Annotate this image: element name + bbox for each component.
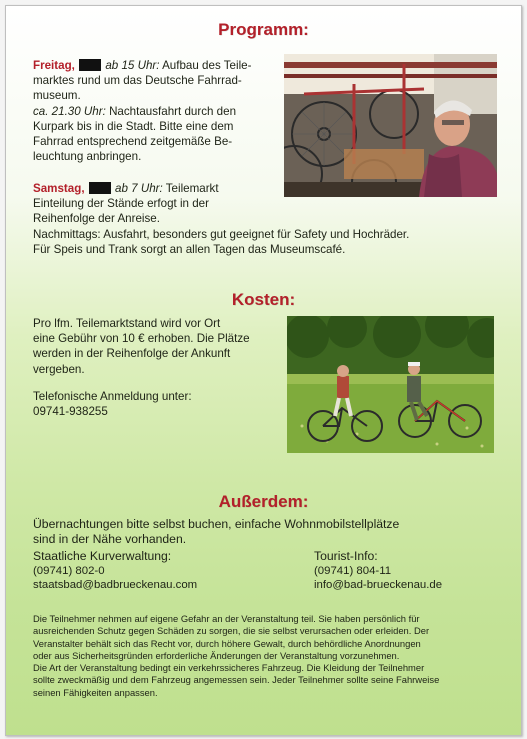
- samstag-text-line2: Einteilung der Stände erfogt in der: [33, 197, 209, 211]
- phone-label: Telefonische Anmeldung unter:: [33, 390, 192, 403]
- kosten-text-line4: vergeben.: [33, 362, 85, 376]
- redacted-date: [89, 182, 111, 194]
- tourist-info-phone: (09741) 804-11: [314, 564, 392, 577]
- disclaimer-line2: ausreichenden Schutz gegen Schäden zu sorgen, die sie selbst verursachen oder erleiden. Der: [33, 625, 430, 637]
- ausserdem-block: [33, 517, 513, 547]
- freitag-text-line2: marktes rund um das Deutsche Fahrrad-: [33, 74, 242, 88]
- samstag-text: Teilemarkt: [165, 182, 219, 195]
- tourist-info-contact: [314, 549, 514, 593]
- freitag-block: [33, 58, 283, 164]
- redacted-date: [79, 59, 101, 71]
- kosten-heading: Kosten:: [231, 290, 296, 309]
- samstag-time: ab 7 Uhr:: [115, 182, 163, 195]
- freitag-text: Aufbau des Teile-: [162, 59, 252, 72]
- flyer-page: [5, 5, 522, 736]
- freitag-text-line3: museum.: [33, 89, 81, 103]
- samstag-text-line3: Reihenfolge der Anreise.: [33, 212, 160, 226]
- cyclists-meadow-photo: [287, 316, 494, 453]
- samstag-text-line4: Nachmittags: Ausfahrt, besonders gut geeignet für Safety und Hochräder.: [33, 227, 410, 241]
- tourist-info-email: info@bad-brueckenau.de: [314, 579, 443, 591]
- disclaimer-line5: Die Art der Veranstaltung bedingt ein verkehrssicheres Fahrzeug. Die Kleidung der Teilnehmer: [33, 662, 425, 674]
- samstag-day: Samstag,: [33, 182, 85, 195]
- disclaimer-line3: Veranstalter behält sich das Recht vor, durch höhere Gewalt, durch behördliche Anordnungen: [33, 637, 421, 649]
- disclaimer-line4: oder aus Sicherheitsgründen erforderliche Änderungen der Veranstaltung vorzunehmen.: [33, 649, 400, 661]
- kurverwaltung-email: staatsbad@badbrueckenau.com: [33, 579, 198, 591]
- disclaimer-line1: Die Teilnehmer nehmen auf eigene Gefahr an der Veranstaltung teil. Sie haben persönlich für: [33, 613, 420, 624]
- kosten-text-line1: Pro lfm. Teilemarktstand wird vor Ort: [33, 317, 221, 330]
- programm-heading: Programm:: [218, 20, 309, 39]
- nacht-text-line2: Kurpark bis in die Stadt. Bitte eine dem: [33, 119, 234, 133]
- freitag-time: ab 15 Uhr:: [105, 59, 160, 72]
- kosten-block: [33, 316, 283, 377]
- disclaimer-block: [33, 613, 503, 699]
- bicycle-workshop-photo: [284, 54, 497, 197]
- kurverwaltung-title: Staatliche Kurverwaltung:: [33, 549, 172, 563]
- kosten-text-line2: eine Gebühr von 10 € erhoben. Die Plätze: [33, 332, 250, 346]
- ausserdem-text-line2: sind in der Nähe vorhanden.: [33, 532, 187, 546]
- disclaimer-line6: sollte zweckmäßig und dem Fahrzeug angemessen sein. Jeder Teilnehmer sollte seine Fahrweise: [33, 674, 440, 686]
- ausserdem-text-line1: Übernachtungen bitte selbst buchen, einfache Wohnmobilstellplätze: [33, 517, 400, 531]
- freitag-day: Freitag,: [33, 59, 75, 72]
- nacht-text-line4: leuchtung anbringen.: [33, 150, 142, 164]
- ausserdem-heading: Außerdem:: [218, 492, 309, 511]
- kosten-text-line3: werden in der Reihenfolge der Ankunft: [33, 347, 231, 361]
- phone-registration: [33, 389, 283, 419]
- tourist-info-title: Tourist-Info:: [314, 549, 378, 563]
- phone-number: 09741-938255: [33, 405, 108, 419]
- nacht-text-line3: Fahrrad entsprechend zeitgemäße Be-: [33, 135, 233, 149]
- kurverwaltung-phone: (09741) 802-0: [33, 564, 105, 577]
- disclaimer-line7: seinen Fähigkeiten anpassen.: [33, 686, 158, 698]
- nacht-time: ca. 21.30 Uhr:: [33, 104, 106, 118]
- kurverwaltung-contact: [33, 549, 293, 593]
- samstag-text-line5: Für Speis und Trank sorgt an allen Tagen das Museumscafé.: [33, 242, 346, 256]
- nacht-text: Nachtausfahrt durch den: [109, 104, 237, 118]
